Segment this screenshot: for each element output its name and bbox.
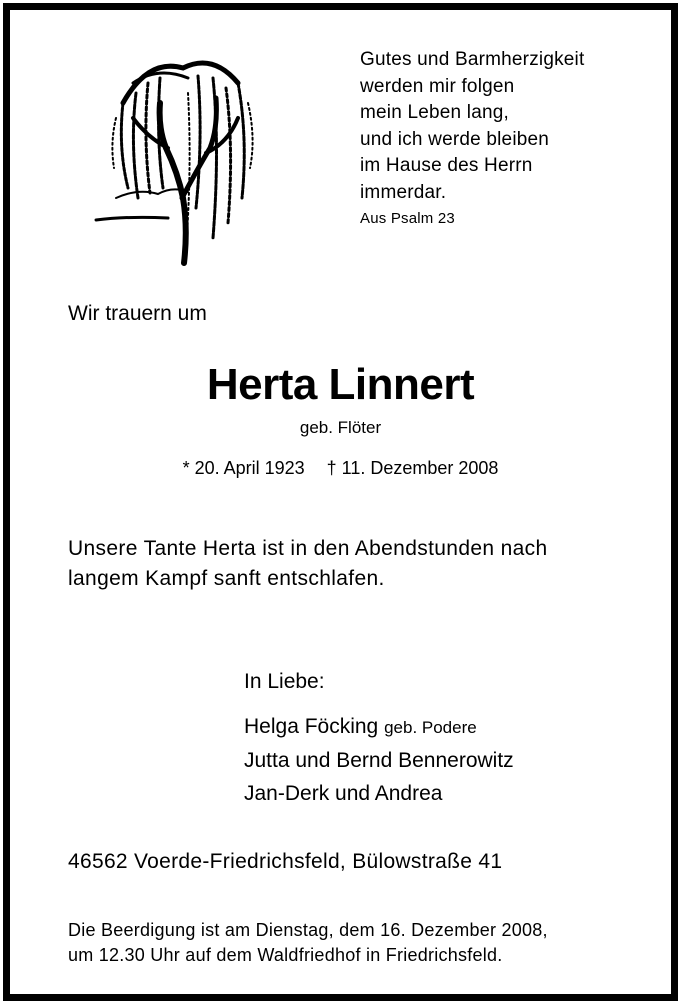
family-member-name: Jan-Derk und Andrea (244, 782, 443, 805)
family-member (244, 710, 514, 744)
birth-name: geb. Flöter (299, 418, 382, 437)
funeral-line: um 12.30 Uhr auf dem Waldfriedhof in Friedrichsfeld. (68, 945, 503, 965)
psalm-line: immerdar. (360, 181, 447, 203)
family-member (244, 744, 514, 777)
life-dates (10, 458, 671, 479)
message-line: langem Kampf sanft entschlafen. (68, 567, 385, 590)
funeral-line: Die Beerdigung ist am Dienstag, dem 16. Dezember 2008, (68, 920, 548, 940)
family-member (244, 777, 514, 810)
psalm-line: im Hause des Herrn (360, 155, 533, 176)
psalm-line: Gutes und Barmherzigkeit (360, 49, 585, 70)
address: 46562 Voerde-Friedrichsfeld, Bülowstraße 41 (68, 850, 503, 873)
mourning-intro: Wir trauern um (68, 302, 207, 325)
family-member-note: geb. Podere (384, 718, 477, 737)
psalm-line: werden mir folgen (360, 75, 515, 97)
message-line: Unsere Tante Herta ist in den Abendstunden nach (68, 537, 548, 560)
birth-date: * 20. April 1923 (182, 458, 305, 478)
family-member-name: Helga Föcking (244, 715, 379, 738)
message-text (68, 534, 648, 594)
psalm-source: Aus Psalm 23 (360, 210, 455, 227)
obituary-notice (3, 3, 678, 1001)
psalm-line: und ich werde bleiben (360, 128, 550, 150)
family-intro: In Liebe: (244, 670, 325, 693)
deceased-name: Herta Linnert (206, 360, 475, 409)
psalm-line: mein Leben lang, (360, 102, 509, 123)
funeral-info (68, 918, 548, 968)
psalm-quote (360, 47, 584, 230)
death-date: † 11. Dezember 2008 (326, 458, 499, 478)
weeping-willow-icon (88, 48, 268, 270)
family-signatures (244, 670, 514, 810)
family-member-name: Jutta und Bernd Bennerowitz (244, 749, 514, 772)
